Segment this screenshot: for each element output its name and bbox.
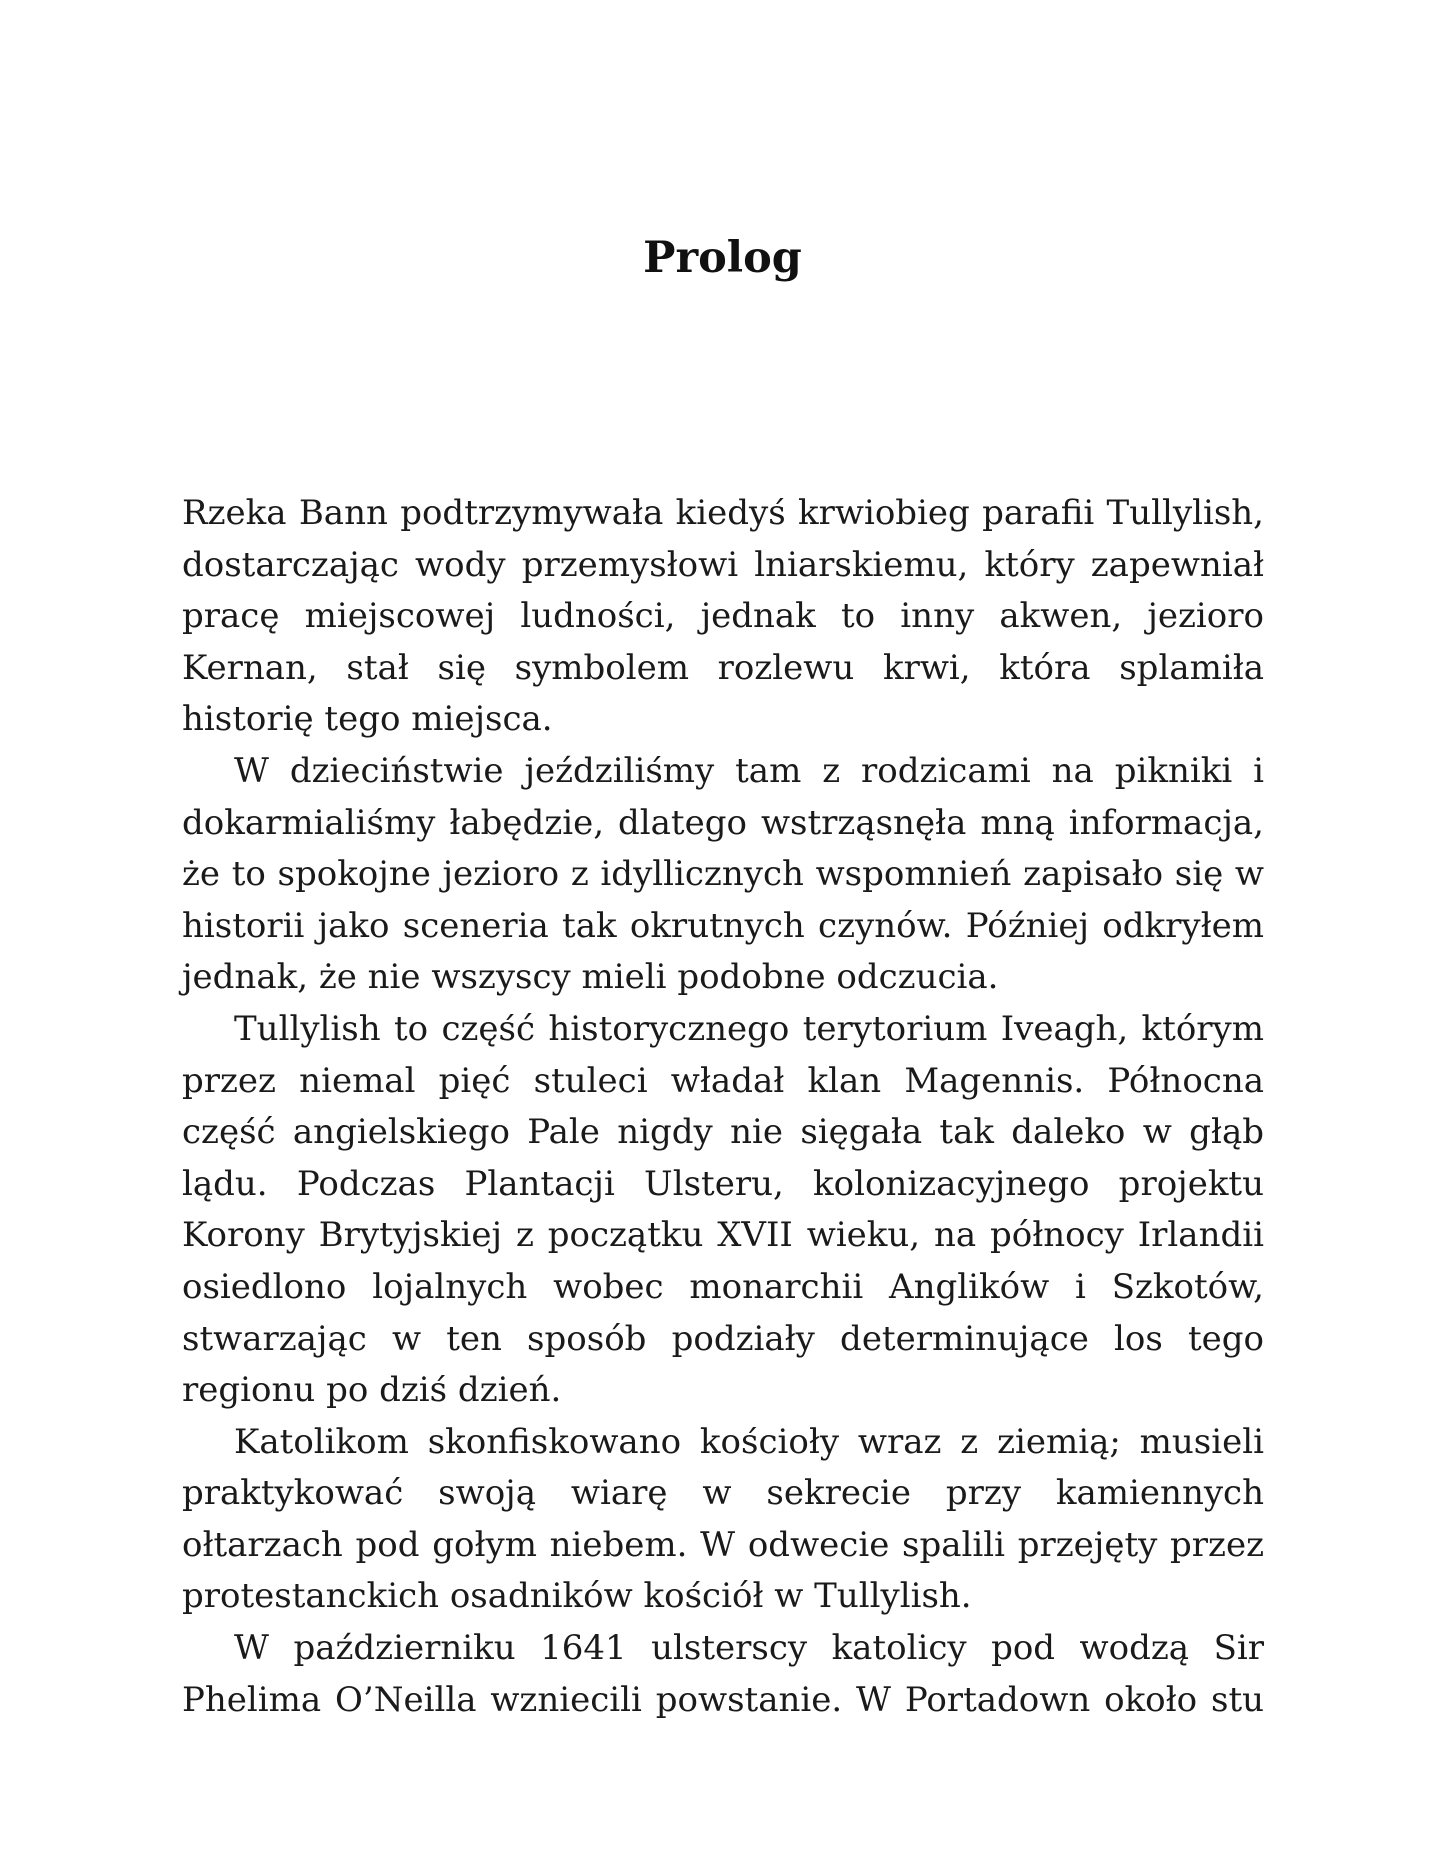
paragraph-3: Tullylish to część historycznego terytorium Iveagh, którym przez niemal pięć stuleci władał klan Magennis. Północna część angielskiego Pale nigdy nie sięgała tak daleko w głąb lądu. Podczas Plantacji Ulsteru, kolonizacyjnego projektu Korony Brytyjskiej z początku XVII wieku, na północy Irlandii osiedlono lojalnych wobec monarchii Anglików i Szkotów, stwarzając w ten sposób podziały determinujące los tego regionu po dziś dzień. (182, 1008, 1264, 1411)
paragraph-1: Rzeka Bann podtrzymywała kiedyś krwiobieg parafii Tullylish, dostarczając wody przemysłowi lniarskiemu, który zapewniał pracę miejscowej ludności, jednak to inny akwen, jezioro Kernan, stał się symbolem rozlewu krwi, która splamiła historię tego miejsca. (182, 493, 1264, 740)
paragraph-2: W dzieciństwie jeździliśmy tam z rodzicami na pikniki i dokarmialiśmy łabędzie, dlatego wstrząsnęła mną informacja, że to spokojne jezioro z idyllicznych wspomnień zapisało się w historii jako sceneria tak okrutnych czynów. Później odkryłem jednak, że nie wszyscy mieli podobne odczucia. (182, 750, 1264, 998)
paragraph-5: W październiku 1641 ulsterscy katolicy pod wodzą Sir Phelima O’Neilla wzniecili powstanie. W Portadown około stu (182, 1628, 1264, 1720)
paragraph-4: Katolikom skonfiskowano kościoły wraz z ziemią; musieli praktykować swoją wiarę w sekrecie przy kamiennych ołtarzach pod gołym niebem. W odwecie spalili przejęty przez protestanckich osadników kościół w Tullylish. (182, 1421, 1264, 1617)
body-text (182, 488, 1264, 1726)
chapter-title: Prolog (643, 233, 802, 283)
